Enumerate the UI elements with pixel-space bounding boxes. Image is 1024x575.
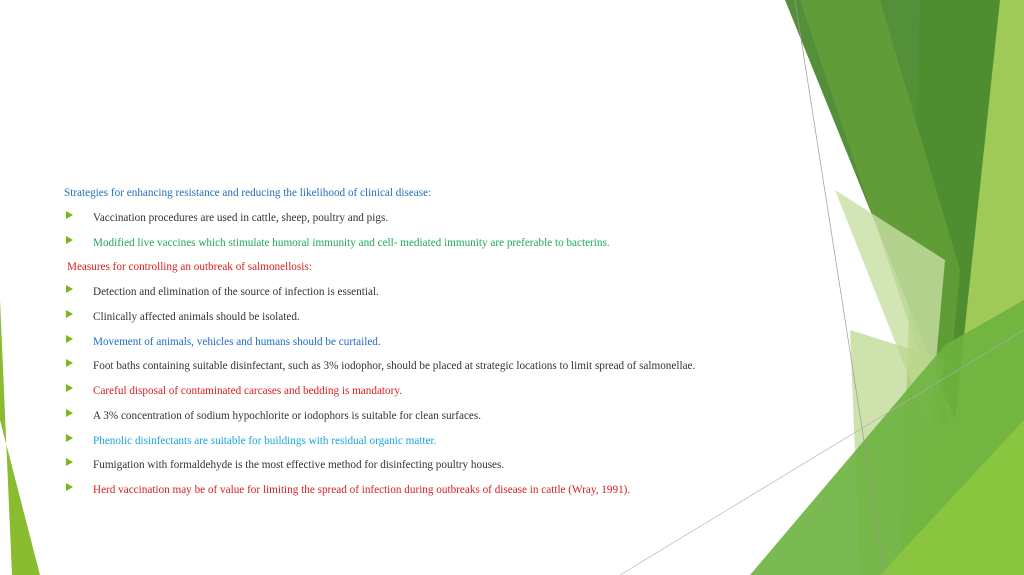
list-item: Herd vaccination may be of value for limiting the spread of infection during outbreaks of disease in cattle (Wray, 1991). [93,484,631,496]
bullet-icon [66,236,73,244]
section-heading-strategies: Strategies for enhancing resistance and reducing the likelihood of clinical disease: [64,187,432,199]
list-item: Careful disposal of contaminated carcases and bedding is mandatory. [93,385,403,397]
bullet-icon [66,458,73,466]
bullet-icon [66,384,73,392]
bullet-icon [66,310,73,318]
list-item: Fumigation with formaldehyde is the most effective method for disinfecting poultry houses. [93,459,505,471]
bullet-icon [66,335,73,343]
list-item: Modified live vaccines which stimulate humoral immunity and cell- mediated immunity are preferable to bacterins. [93,237,610,249]
bullet-icon [66,285,73,293]
list-item: Foot baths containing suitable disinfectant, such as 3% iodophor, should be placed at strategic locations to limit spread of salmonellae. [93,360,696,372]
list-item: Clinically affected animals should be isolated. [93,311,300,323]
list-item: Phenolic disinfectants are suitable for buildings with residual organic matter. [93,435,437,447]
bullet-icon [66,359,73,367]
bullet-icon [66,483,73,491]
list-item: A 3% concentration of sodium hypochlorite or iodophors is suitable for clean surfaces. [93,410,482,422]
list-item: Vaccination procedures are used in cattle, sheep, poultry and pigs. [93,212,389,224]
bullet-icon [66,409,73,417]
bullet-icon [66,211,73,219]
list-item: Detection and elimination of the source of infection is essential. [93,286,379,298]
list-item: Movement of animals, vehicles and humans should be curtailed. [93,336,381,348]
bullet-icon [66,434,73,442]
section-heading-measures: Measures for controlling an outbreak of salmonellosis: [67,261,312,273]
